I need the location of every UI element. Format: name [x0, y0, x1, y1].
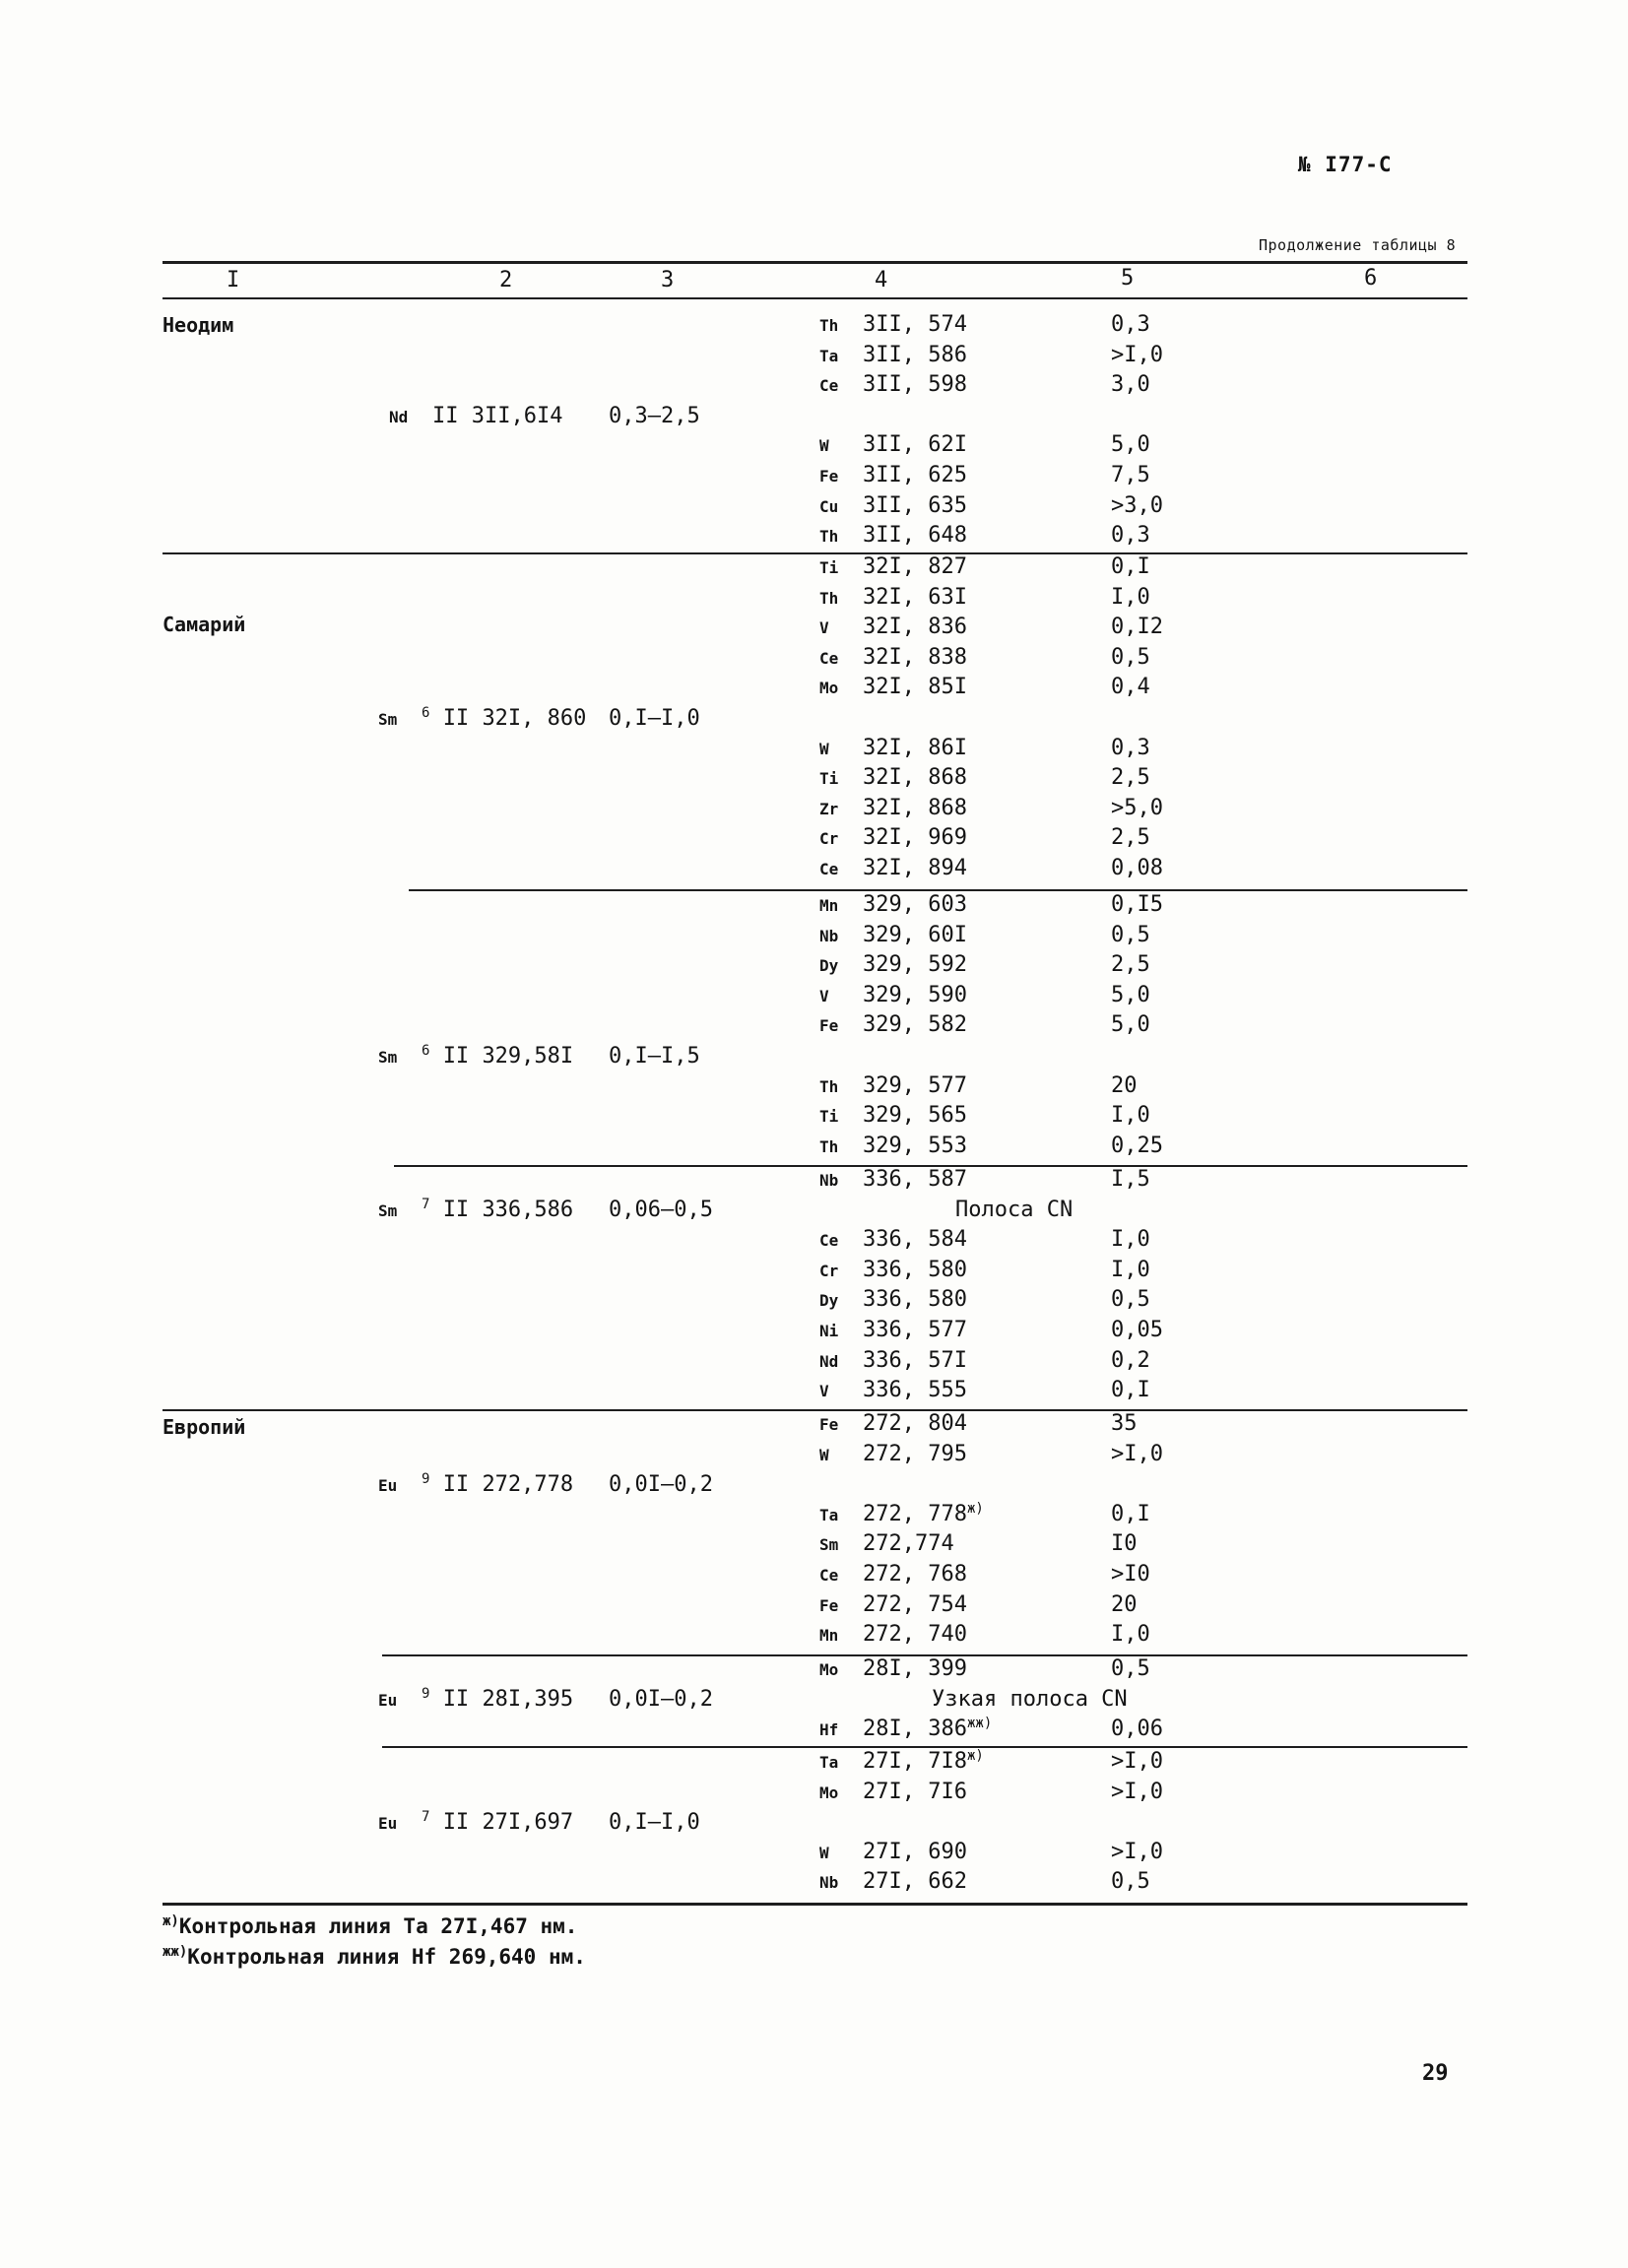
element-symbol: V: [819, 618, 829, 637]
column-number-5: 5: [1121, 266, 1135, 291]
wavelength: 32I, 838: [863, 645, 967, 670]
footnote: $^{жж)}$Контрольная линия Hf 269,640 нм.: [163, 1944, 586, 1969]
interfering-line: [819, 675, 967, 699]
wavelength: 32I, 85I: [863, 675, 967, 699]
interfering-line: [819, 825, 967, 850]
element-symbol: Th: [819, 527, 839, 546]
interfering-line: [819, 554, 967, 579]
wavelength: 32I, 868: [863, 765, 967, 790]
column-header-rule: [163, 297, 1467, 299]
interference-value: 0,I2: [1111, 615, 1163, 639]
footnote-mark: ж): [966, 1748, 984, 1764]
interfering-line: [819, 432, 967, 457]
interfering-line: [819, 1318, 967, 1342]
element-symbol: Dy: [819, 1291, 839, 1310]
interference-value: 0,06: [1111, 1717, 1163, 1741]
interfering-line: [819, 856, 967, 880]
element-symbol: Th: [819, 316, 839, 335]
wavelength: 272, 768: [863, 1562, 967, 1587]
element-symbol: Nb: [819, 1873, 839, 1892]
group-separator: [409, 889, 1467, 891]
interfering-line: [819, 1840, 967, 1864]
column-number-6: 6: [1364, 266, 1378, 291]
interference-value: 5,0: [1111, 432, 1150, 457]
wavelength: 336, 580: [863, 1287, 967, 1312]
interference-value: I,0: [1111, 1622, 1150, 1647]
interfering-line: [819, 1592, 967, 1617]
concentration-range: 0,I–I,0: [609, 1810, 700, 1835]
interfering-line: [819, 615, 967, 639]
wavelength: 3II, 586: [863, 343, 967, 367]
footnote-mark: ж): [966, 1501, 984, 1517]
concentration-range: 0,I–I,5: [609, 1044, 700, 1069]
band-note: Узкая полоса CN: [932, 1687, 1128, 1712]
interfering-line: [819, 765, 967, 790]
element-name: Европий: [163, 1415, 246, 1439]
element-symbol: Fe: [819, 1596, 839, 1615]
interfering-line: [819, 343, 967, 367]
interference-value: 0,I: [1111, 554, 1150, 579]
analytical-line: Sm $^6$ II 329,58I: [378, 1043, 574, 1069]
interfering-line: [819, 1258, 967, 1282]
interfering-line: [819, 1717, 992, 1741]
interference-value: 0,3: [1111, 523, 1150, 548]
wavelength: 272,774: [863, 1531, 954, 1556]
interfering-line: [819, 1749, 984, 1774]
table-top-rule: [163, 261, 1467, 264]
interference-value: 0,5: [1111, 923, 1150, 947]
wavelength: 32I, 63I: [863, 585, 967, 610]
analytical-line: Eu $^9$ II 28I,395: [378, 1686, 574, 1712]
interfering-line: [819, 1073, 967, 1098]
interfering-line: [819, 585, 967, 610]
table-bottom-rule: [163, 1903, 1467, 1906]
interference-value: 0,08: [1111, 856, 1163, 880]
element-symbol: Ta: [819, 347, 839, 365]
interference-value: >3,0: [1111, 493, 1163, 518]
element-symbol: V: [819, 1382, 829, 1400]
element-symbol: Th: [819, 589, 839, 608]
element-name: Самарий: [163, 613, 246, 636]
wavelength: 28I, 399: [863, 1656, 967, 1681]
wavelength: 3II, 62I: [863, 432, 967, 457]
interfering-line: [819, 796, 967, 820]
element-symbol: Cr: [819, 829, 839, 848]
element-symbol: Th: [819, 1077, 839, 1096]
element-symbol: Hf: [819, 1720, 839, 1739]
interference-value: 0,5: [1111, 1869, 1150, 1894]
interference-value: I,0: [1111, 1258, 1150, 1282]
concentration-range: 0,0I–0,2: [609, 1472, 713, 1497]
wavelength: 336, 587: [863, 1167, 967, 1192]
interfering-line: [819, 952, 967, 977]
analytical-line: Sm $^6$ II 32I, 860: [378, 705, 587, 731]
element-symbol: Dy: [819, 956, 839, 975]
interference-value: 20: [1111, 1592, 1138, 1617]
interfering-line: [819, 1287, 967, 1312]
interfering-line: [819, 892, 967, 917]
element-symbol: Ni: [819, 1322, 839, 1340]
wavelength: 3II, 625: [863, 463, 967, 487]
element-symbol: Nb: [819, 1171, 839, 1190]
element-symbol: W: [819, 740, 829, 758]
interference-value: 2,5: [1111, 765, 1150, 790]
wavelength: 336, 584: [863, 1227, 967, 1252]
band-note: Полоса CN: [955, 1198, 1074, 1222]
wavelength: 336, 577: [863, 1318, 967, 1342]
interference-value: 5,0: [1111, 983, 1150, 1007]
wavelength: 32I, 86I: [863, 736, 967, 760]
interfering-line: [819, 1531, 954, 1556]
group-separator: [382, 1746, 1467, 1748]
interference-value: >I,0: [1111, 1840, 1163, 1864]
element-symbol: Nb: [819, 927, 839, 945]
element-symbol: Mo: [819, 1783, 839, 1802]
element-name: Неодим: [163, 313, 234, 337]
interference-value: 0,25: [1111, 1134, 1163, 1158]
wavelength: 272, 778: [863, 1502, 967, 1526]
wavelength: 272, 804: [863, 1411, 967, 1436]
interference-value: 5,0: [1111, 1012, 1150, 1037]
analytical-line: Sm $^7$ II 336,586: [378, 1197, 574, 1222]
interfering-line: [819, 1442, 967, 1466]
wavelength: 272, 754: [863, 1592, 967, 1617]
element-symbol: W: [819, 436, 829, 455]
analytical-line: Eu $^9$ II 272,778: [378, 1471, 574, 1497]
element-symbol: Ce: [819, 649, 839, 668]
footnote: $^{ж)}$Контрольная линия Ta 27I,467 нм.: [163, 1913, 578, 1938]
interference-value: 0,2: [1111, 1348, 1150, 1373]
element-symbol: Fe: [819, 1016, 839, 1035]
wavelength: 329, 582: [863, 1012, 967, 1037]
element-symbol: Mo: [819, 679, 839, 697]
interference-value: 0,I5: [1111, 892, 1163, 917]
wavelength: 3II, 635: [863, 493, 967, 518]
interference-value: I,0: [1111, 585, 1150, 610]
footnote-mark: жж): [966, 1716, 993, 1731]
wavelength: 27I, 7I6: [863, 1780, 967, 1804]
column-number-2: 2: [499, 268, 513, 292]
document-code: № I77-С: [1298, 153, 1393, 176]
interfering-line: [819, 1348, 967, 1373]
interference-value: >I,0: [1111, 1442, 1163, 1466]
element-symbol: Mn: [819, 1626, 839, 1645]
column-number-4: 4: [875, 268, 888, 292]
interfering-line: [819, 1378, 967, 1402]
analytical-line: Eu $^7$ II 27I,697: [378, 1809, 574, 1835]
interfering-line: [819, 1780, 967, 1804]
interfering-line: [819, 1502, 984, 1526]
interfering-line: [819, 372, 967, 397]
interference-value: 2,5: [1111, 952, 1150, 977]
wavelength: 27I, 690: [863, 1840, 967, 1864]
interference-value: >I,0: [1111, 343, 1163, 367]
wavelength: 329, 592: [863, 952, 967, 977]
interference-value: >I,0: [1111, 1749, 1163, 1774]
element-symbol: Mo: [819, 1660, 839, 1679]
element-symbol: Ce: [819, 376, 839, 395]
wavelength: 32I, 827: [863, 554, 967, 579]
wavelength: 272, 740: [863, 1622, 967, 1647]
wavelength: 272, 795: [863, 1442, 967, 1466]
wavelength: 336, 555: [863, 1378, 967, 1402]
wavelength: 27I, 7I8: [863, 1749, 967, 1774]
element-symbol: Ce: [819, 860, 839, 878]
interfering-line: [819, 1656, 967, 1681]
interference-value: I0: [1111, 1531, 1138, 1556]
interfering-line: [819, 1622, 967, 1647]
concentration-range: 0,I–I,0: [609, 706, 700, 731]
interfering-line: [819, 736, 967, 760]
concentration-range: 0,3–2,5: [609, 404, 700, 428]
interference-value: 3,0: [1111, 372, 1150, 397]
element-symbol: Fe: [819, 467, 839, 486]
wavelength: 27I, 662: [863, 1869, 967, 1894]
wavelength: 32I, 868: [863, 796, 967, 820]
interference-value: 0,5: [1111, 1656, 1150, 1681]
interfering-line: [819, 1134, 967, 1158]
element-symbol: Ce: [819, 1231, 839, 1250]
element-symbol: W: [819, 1446, 829, 1464]
interfering-line: [819, 645, 967, 670]
interfering-line: [819, 1869, 967, 1894]
element-symbol: Fe: [819, 1415, 839, 1434]
concentration-range: 0,06–0,5: [609, 1198, 713, 1222]
interference-value: 0,05: [1111, 1318, 1163, 1342]
interfering-line: [819, 463, 967, 487]
interference-value: 0,I: [1111, 1378, 1150, 1402]
interference-value: 35: [1111, 1411, 1138, 1436]
wavelength: 28I, 386: [863, 1717, 967, 1741]
group-separator: [163, 552, 1467, 554]
wavelength: 329, 553: [863, 1134, 967, 1158]
element-symbol: W: [819, 1844, 829, 1862]
group-separator: [163, 1409, 1467, 1411]
element-symbol: Ti: [819, 558, 839, 577]
page-number: 29: [1422, 2061, 1449, 2086]
wavelength: 329, 577: [863, 1073, 967, 1098]
element-symbol: Ta: [819, 1506, 839, 1524]
wavelength: 329, 565: [863, 1103, 967, 1128]
element-symbol: Cr: [819, 1262, 839, 1280]
element-symbol: Mn: [819, 896, 839, 915]
interfering-line: [819, 1227, 967, 1252]
wavelength: 3II, 598: [863, 372, 967, 397]
interference-value: 0,3: [1111, 312, 1150, 337]
interfering-line: [819, 1411, 967, 1436]
element-symbol: Cu: [819, 497, 839, 516]
wavelength: 3II, 574: [863, 312, 967, 337]
analytical-line: Nd II 3II,6I4: [389, 404, 563, 428]
interfering-line: [819, 312, 967, 337]
interference-value: >5,0: [1111, 796, 1163, 820]
interfering-line: [819, 1012, 967, 1037]
element-symbol: Th: [819, 1137, 839, 1156]
interfering-line: [819, 1562, 967, 1587]
interference-value: 0,I: [1111, 1502, 1150, 1526]
element-symbol: V: [819, 987, 829, 1005]
element-symbol: Ta: [819, 1753, 839, 1772]
element-symbol: Ce: [819, 1566, 839, 1585]
interference-value: >I,0: [1111, 1780, 1163, 1804]
interfering-line: [819, 493, 967, 518]
element-symbol: Ti: [819, 769, 839, 788]
interference-value: 0,4: [1111, 675, 1150, 699]
column-number-1: I: [227, 268, 240, 292]
element-symbol: Zr: [819, 800, 839, 818]
element-symbol: Nd: [819, 1352, 839, 1371]
wavelength: 32I, 894: [863, 856, 967, 880]
interference-value: 7,5: [1111, 463, 1150, 487]
wavelength: 329, 603: [863, 892, 967, 917]
interference-value: 0,5: [1111, 645, 1150, 670]
wavelength: 336, 57I: [863, 1348, 967, 1373]
interfering-line: [819, 1103, 967, 1128]
interference-value: I,0: [1111, 1103, 1150, 1128]
wavelength: 336, 580: [863, 1258, 967, 1282]
interference-value: 0,3: [1111, 736, 1150, 760]
element-symbol: Ti: [819, 1107, 839, 1126]
wavelength: 3II, 648: [863, 523, 967, 548]
interference-value: 2,5: [1111, 825, 1150, 850]
interfering-line: [819, 983, 967, 1007]
wavelength: 329, 60I: [863, 923, 967, 947]
wavelength: 329, 590: [863, 983, 967, 1007]
wavelength: 32I, 836: [863, 615, 967, 639]
column-number-3: 3: [661, 268, 675, 292]
interfering-line: [819, 523, 967, 548]
concentration-range: 0,0I–0,2: [609, 1687, 713, 1712]
table-continuation-caption: Продолжение таблицы 8: [1259, 236, 1457, 254]
element-symbol: Sm: [819, 1535, 839, 1554]
wavelength: 32I, 969: [863, 825, 967, 850]
interference-value: I,0: [1111, 1227, 1150, 1252]
interference-value: 20: [1111, 1073, 1138, 1098]
interference-value: I,5: [1111, 1167, 1150, 1192]
interference-value: >I0: [1111, 1562, 1150, 1587]
interfering-line: [819, 1167, 967, 1192]
interfering-line: [819, 923, 967, 947]
interference-value: 0,5: [1111, 1287, 1150, 1312]
